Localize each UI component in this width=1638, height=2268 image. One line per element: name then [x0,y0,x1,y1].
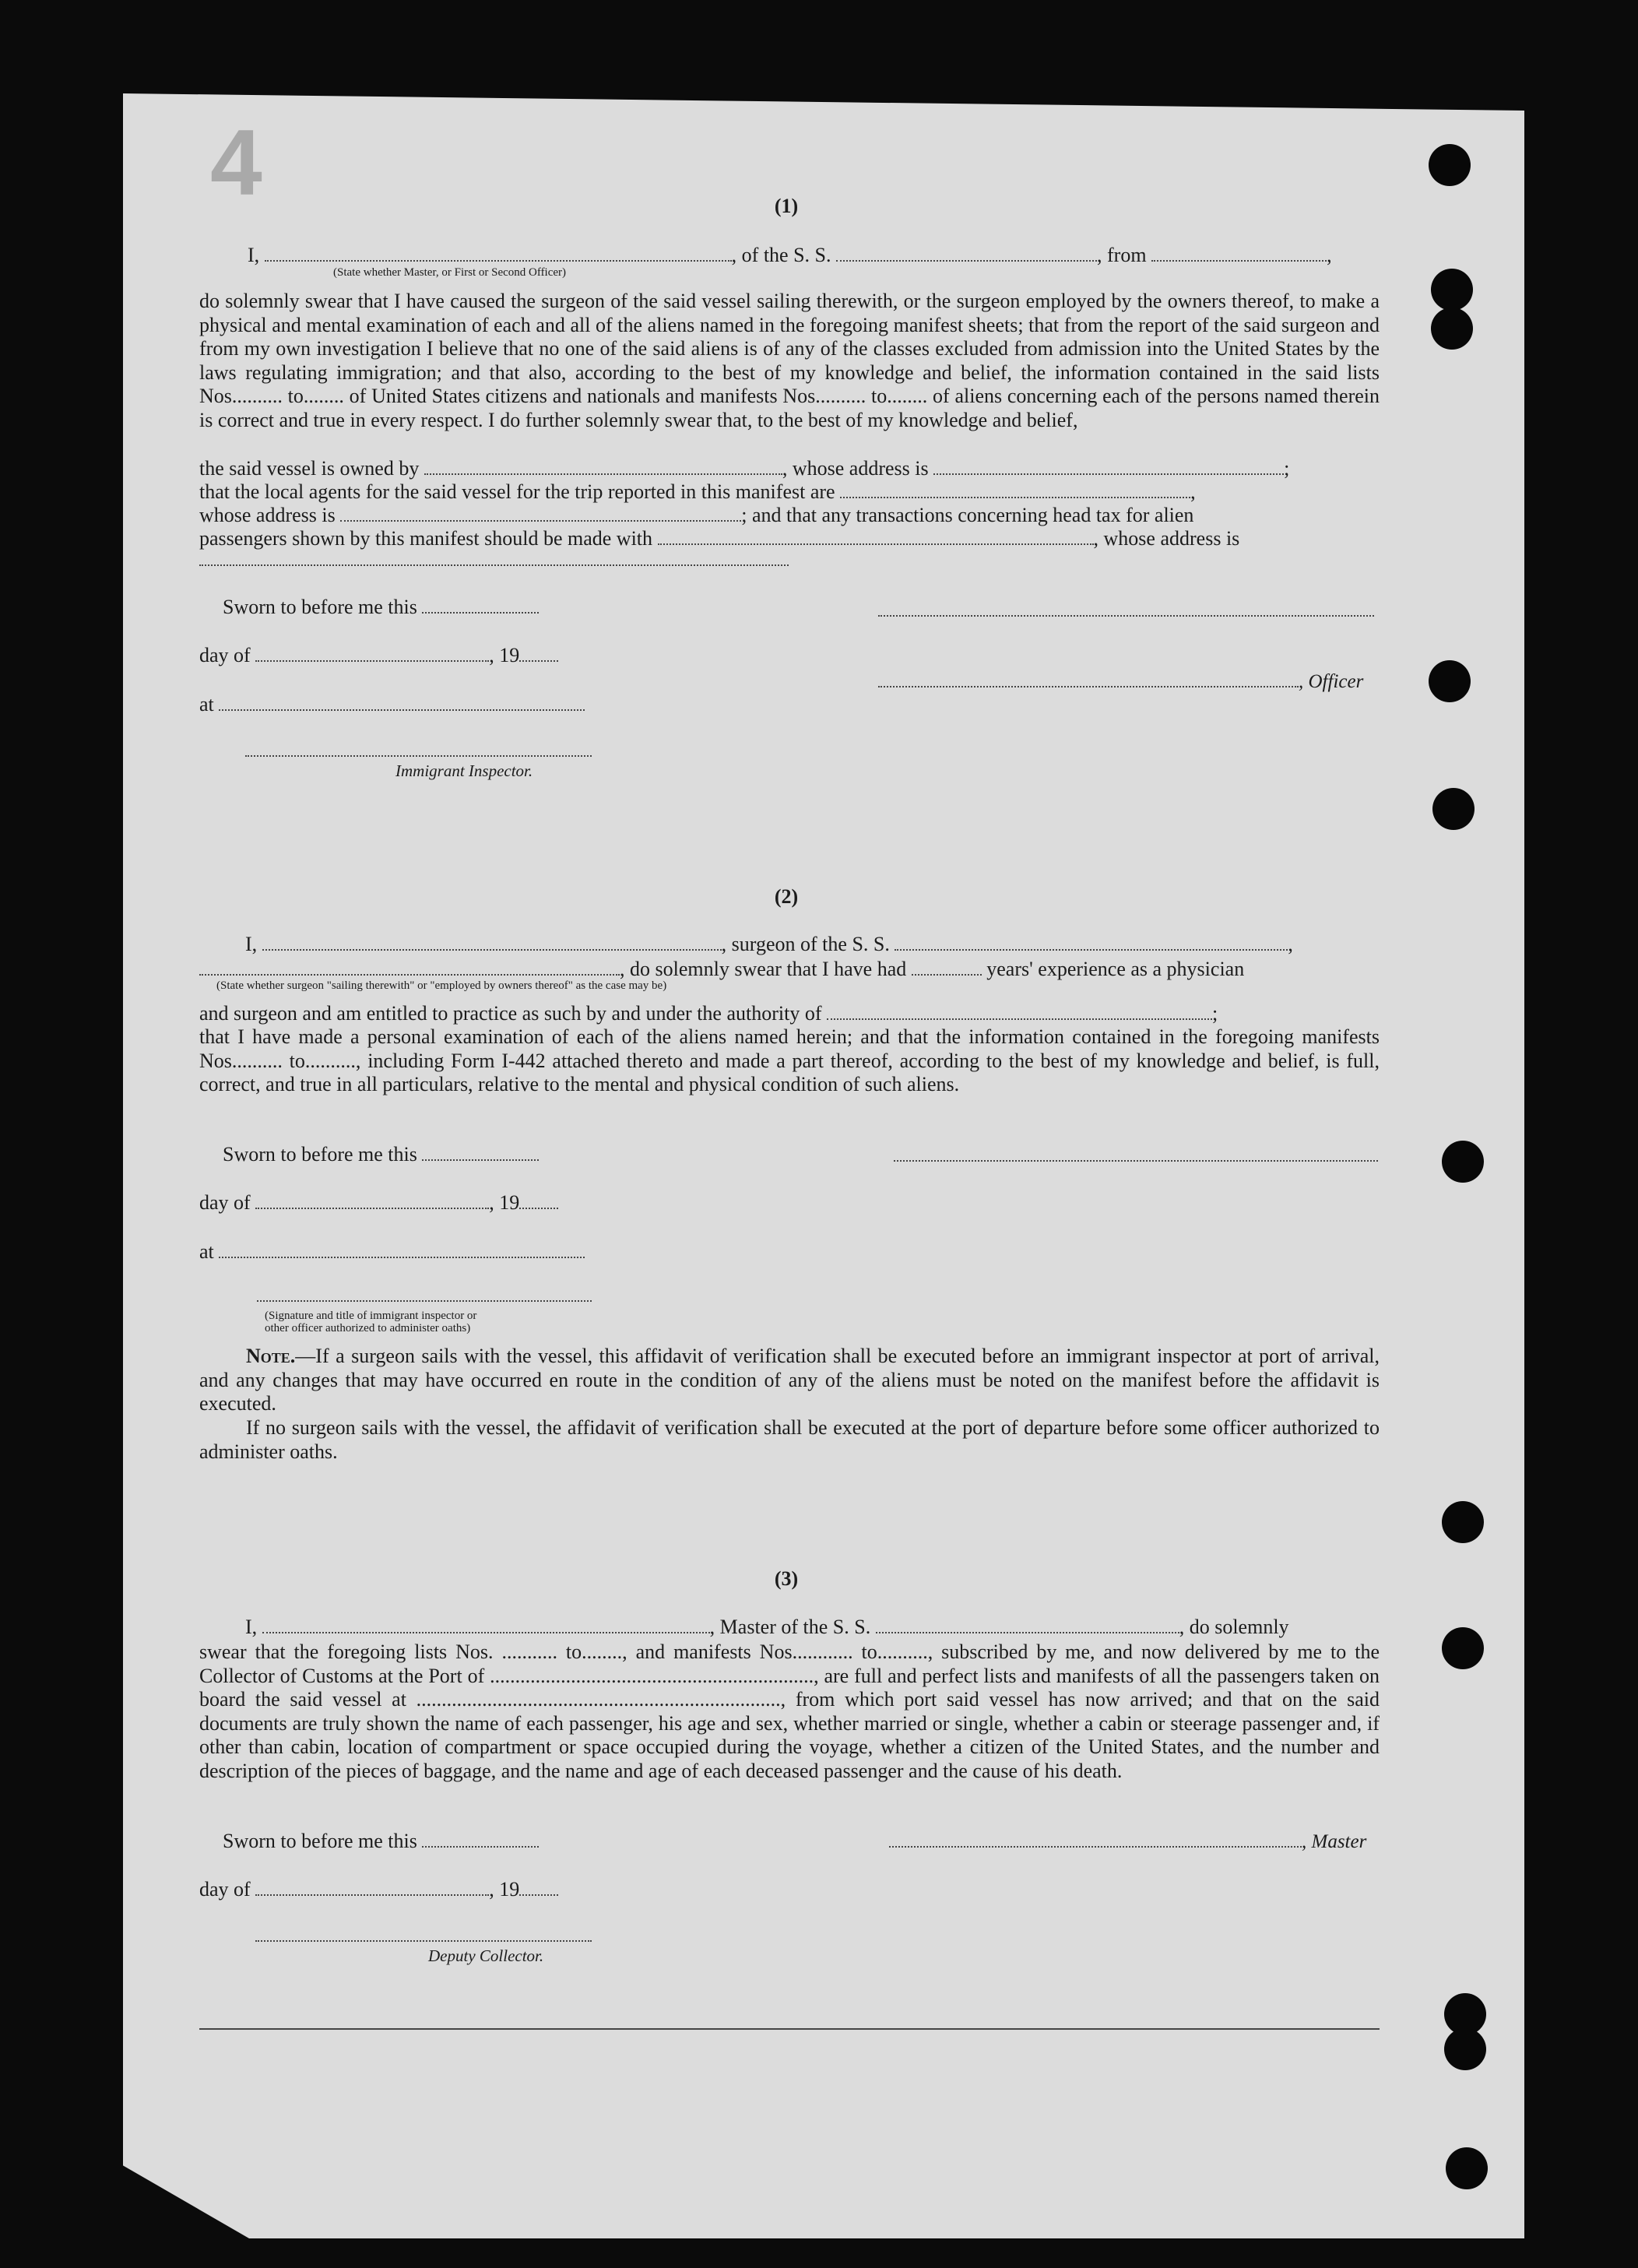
s2-second-line [199,958,1244,981]
s1-day-label: day of [199,644,251,666]
s1-inspector-signature-field[interactable] [245,755,592,757]
s1-from-label: , from [1097,244,1147,266]
s2-at-line [199,1240,585,1264]
s1-owned-line [199,457,1289,480]
s2-authority-field[interactable] [827,1003,1212,1020]
s2-authority-label: and surgeon and am entitled to practice as such by and under the authority of [199,1002,822,1025]
s3-master-label: , Master of the S. S. [709,1616,871,1638]
s1-agents-field[interactable] [840,481,1190,498]
s2-years-label: years' experience as a physician [986,958,1245,980]
s1-at-field[interactable] [219,694,585,711]
s3-master-sig-line [889,1830,1366,1854]
s2-year-label: , 19 [489,1191,520,1214]
s1-owner-address-field[interactable] [933,458,1284,475]
section-1-body: do solemnly swear that I have caused the surgeon of the said vessel sailing therewith, or the surgeon employed by the owners thereof, to make a physical and mental examination of each and all of the aliens named in the foregoing manifest sheets; that from the report of the said surgeon and from my own investigation I believe that no one of the said aliens is of any of the classes excluded from admission into the United States by the laws regulating immigration; and that also, according to the best of my knowledge and belief, the information contained in the said lists Nos.......... to........ of United States citizens and nationals and manifests Nos.......... to........ of aliens concerning each of the persons named therein is correct and true in every respect. I do further solemnly swear that, to the best of my knowledge and belief, [199,290,1380,431]
s1-sworn-label: Sworn to before me this [223,596,417,618]
binder-hole-3 [1431,308,1473,350]
s2-i-label: I, [245,933,258,955]
stamp-mark: 4 [210,111,258,215]
s3-year-label: , 19 [489,1878,520,1901]
s2-surgeon-note: (State whether surgeon "sailing therewith" or "employed by owners thereof" as the case may be) [216,979,667,992]
s2-sworn-field[interactable] [422,1144,539,1161]
s2-sworn-label: Sworn to before me this [223,1143,417,1166]
binder-hole-1 [1429,144,1471,186]
s3-deputy-signature-field[interactable] [255,1940,592,1942]
s2-vessel-name-field[interactable] [895,934,1288,951]
s2-surgeon-signature-field[interactable] [894,1160,1378,1162]
s3-master-sig-label: , Master [1302,1831,1367,1852]
s3-day-field[interactable] [255,1879,489,1896]
s2-inspector-signature-field[interactable] [257,1300,592,1302]
s1-agents-label: that the local agents for the said vessel for the trip reported in this manifest are [199,480,835,503]
s1-day-field[interactable] [255,645,489,662]
section-1-first-line [248,244,1332,267]
section-3-body: swear that the foregoing lists Nos. ........... to........, and manifests Nos............ to.........., subscribed by me, and now delivered by me to the Collector of Customs at the Port of ................................................................, are full and perfect lists and manifests of all the passengers taken on board the said vessel at ........................................................................, from which port said vessel has now arrived; and that on the said documents are truly shown the name of each passenger, his age and sex, whether married or single, whether a cabin or steerage passenger and, if other than cabin, location of compartment or space occupied during the voyage, whether a citizen of the United States, and the number and description of the pieces of baggage, and the name and age of each deceased passenger and the cause of his death. [199,1640,1380,1782]
s3-do-label: , do solemnly [1179,1616,1289,1638]
s1-officer-label: , Officer [1299,671,1364,692]
s2-note-heading: Note. [246,1345,296,1367]
s2-day-line [199,1191,558,1215]
section-3-number: (3) [774,1567,799,1590]
binder-hole-11 [1446,2147,1488,2189]
s1-passengers-address-label: , whose address is [1093,527,1240,550]
s2-at-field[interactable] [219,1241,585,1258]
s1-agents-line [199,480,1196,504]
s3-sworn-label: Sworn to before me this [223,1830,417,1852]
s1-passengers-line [199,527,1239,550]
s1-semi: ; [1284,457,1290,480]
bottom-rule [199,2028,1380,2030]
s3-vessel-name-field[interactable] [876,1616,1179,1633]
s2-surgeon-name-field[interactable] [262,934,722,951]
s2-note [199,1345,1380,1416]
s2-sworn-line [223,1143,539,1166]
s1-of-ss-label: , of the S. S. [731,244,831,266]
section-1-number: (1) [774,195,799,217]
s3-master-name-field[interactable] [262,1616,710,1633]
s2-comma: , [1288,933,1293,955]
s2-first-line [245,933,1293,956]
s2-year-field[interactable] [519,1192,558,1209]
binder-hole-6 [1442,1141,1484,1183]
binder-hole-10 [1444,2028,1486,2070]
s2-note-body: —If a surgeon sails with the vessel, this affidavit of verification shall be executed before an immigrant inspector at port of arrival, and any changes that may have occurred en route in the condition of any of the aliens must be noted on the manifest before the affidavit is executed. [199,1345,1380,1415]
s2-swear-label: , do solemnly swear that I have had [620,958,907,980]
section-2-body: that I have made a personal examination of each of the aliens named herein; and that the information contained in the foregoing manifests Nos.......... to.........., including Form I-442 attached thereto and made a part thereof, according to the best of my knowledge and belief, is full, correct, and true in all particulars, relative to the mental and physical condition of such aliens. [199,1025,1380,1095]
s1-at-line [199,693,585,716]
binder-hole-7 [1442,1501,1484,1543]
s3-year-field[interactable] [519,1879,558,1896]
s3-i-label: I, [245,1616,258,1638]
s1-officer-line [878,670,1363,694]
s2-day-field[interactable] [255,1192,489,1209]
s1-agents-comma: , [1190,480,1196,503]
s1-officer-title-field[interactable] [265,244,732,262]
section-2-number: (2) [774,885,799,908]
s1-owned-label: the said vessel is owned by [199,457,420,480]
s1-year-label: , 19 [489,644,520,666]
s1-passengers-label: passengers shown by this manifest should be made with [199,527,653,550]
s1-headtax-label: ; and that any transactions concerning head tax for alien [741,504,1194,526]
s1-address-line [199,504,1193,527]
s3-sworn-field[interactable] [422,1830,539,1848]
s1-day-line [199,644,558,667]
s3-sworn-line [223,1830,539,1853]
s1-year-field[interactable] [519,645,558,662]
binder-hole-5 [1432,788,1475,830]
s1-inspector-label: Immigrant Inspector. [395,761,533,780]
s2-semi: ; [1212,1002,1218,1025]
s2-note-2: If no surgeon sails with the vessel, the affidavit of verification shall be executed at the port of departure before some officer authorized to administer oaths. [199,1416,1380,1463]
s1-at-label: at [199,693,214,716]
s1-address-label: whose address is [199,504,336,526]
s1-officer-signature-top-field[interactable] [878,615,1374,617]
s1-officer-signature-field[interactable] [878,670,1299,687]
s2-authority-line [199,1002,1218,1025]
s1-owner-field[interactable] [424,458,782,475]
s2-at-label: at [199,1240,214,1263]
s3-day-label: day of [199,1878,251,1901]
s3-day-line [199,1878,558,1901]
s2-day-label: day of [199,1191,251,1214]
s2-years-field[interactable] [912,958,982,976]
s1-comma: , [1327,244,1332,266]
s1-i-label: I, [248,244,260,266]
s2-surgeon-label: , surgeon of the S. S. [721,933,890,955]
s1-officer-note: (State whether Master, or First or Second Officer) [333,266,567,279]
s1-address-continuation-field[interactable] [199,564,789,566]
binder-hole-8 [1442,1627,1484,1669]
binder-hole-4 [1429,660,1471,702]
s2-surgeon-status-field[interactable] [199,958,620,976]
s1-from-port-field[interactable] [1151,244,1327,262]
s2-signature-note-2: other officer authorized to administer oaths) [265,1322,471,1334]
s3-deputy-label: Deputy Collector. [428,1946,544,1965]
s1-vessel-name-field[interactable] [836,244,1097,262]
binder-hole-2 [1431,269,1473,311]
s1-sworn-field[interactable] [422,596,539,614]
s2-signature-note-1: (Signature and title of immigrant inspector or [265,1310,477,1322]
s1-owned-address-label: , whose address is [782,457,929,480]
s3-master-signature-field[interactable] [889,1830,1302,1848]
s1-sworn-line [223,596,539,619]
s1-agents-address-field[interactable] [340,505,741,522]
s1-headtax-party-field[interactable] [658,528,1094,545]
s3-first-line [245,1616,1289,1639]
